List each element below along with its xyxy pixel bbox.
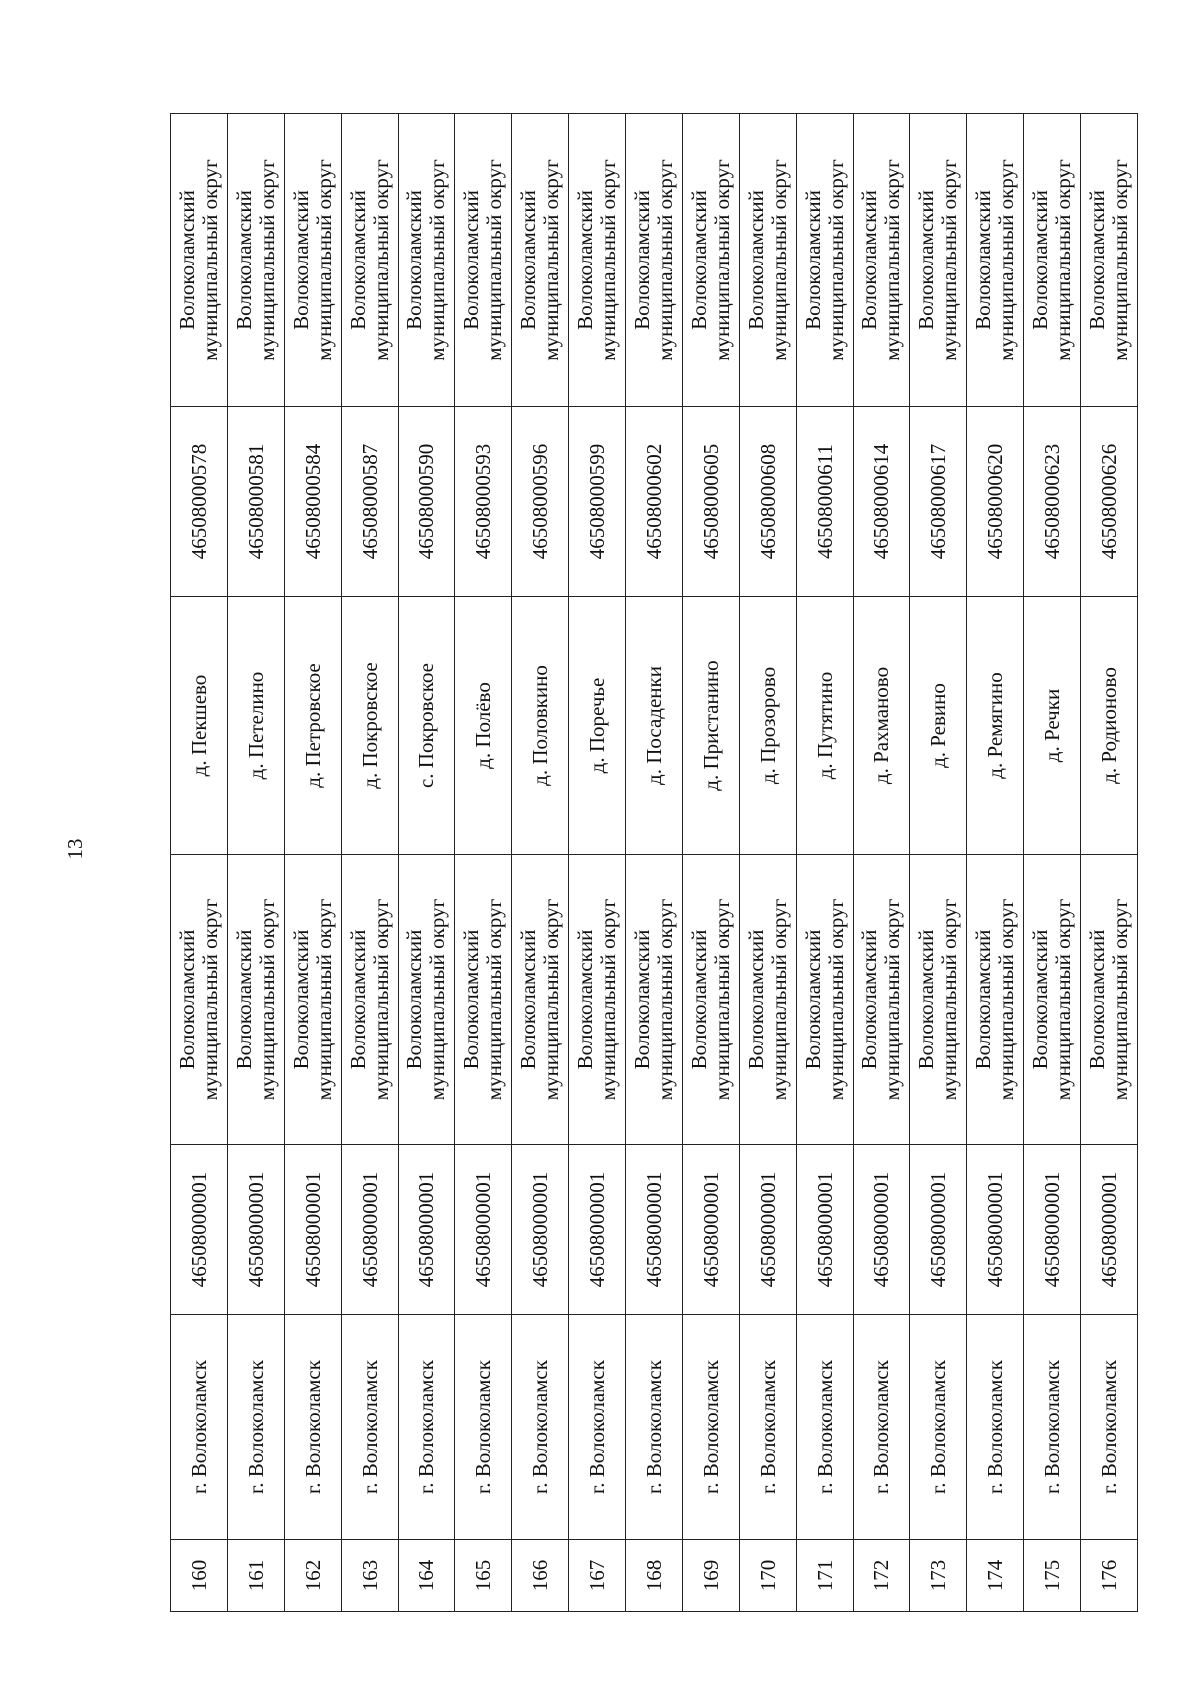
- municipality-name: Волоколамский: [174, 929, 199, 1070]
- table-row: [398, 114, 455, 1612]
- municipality-name: Волоколамский: [345, 929, 370, 1070]
- city-municipality-cell: [1024, 855, 1081, 1145]
- city-cell: г. Волоколамск: [341, 1315, 398, 1540]
- city-cell: г. Волоколамск: [853, 1315, 910, 1540]
- city-cell: г. Волоколамск: [398, 1315, 455, 1540]
- municipality-name: Волоколамский: [629, 190, 654, 330]
- city-oktmo-code-cell: 46508000001: [1024, 1145, 1081, 1315]
- municipality-name: Волоколамский: [914, 929, 939, 1070]
- locality-oktmo-code-cell: 46508000611: [796, 407, 853, 597]
- row-number-cell: 165: [455, 1540, 512, 1612]
- row-number-cell: 160: [171, 1540, 228, 1612]
- municipality-name: Волоколамский: [800, 929, 825, 1070]
- table-row: [512, 114, 569, 1612]
- municipality-name: Волоколамский: [971, 190, 996, 330]
- municipality-name: Волоколамский: [914, 190, 939, 330]
- municipality-type: муниципальный округ: [425, 159, 450, 361]
- municipality-name: Волоколамский: [516, 190, 541, 330]
- municipality-type: муниципальный округ: [880, 159, 905, 361]
- city-oktmo-code-cell: 46508000001: [284, 1145, 341, 1315]
- municipality-type: муниципальный округ: [539, 898, 564, 1101]
- municipality-type: муниципальный округ: [766, 159, 791, 361]
- municipality-name: Волоколамский: [1085, 190, 1109, 330]
- table-row: [967, 114, 1024, 1612]
- municipality-name: Волоколамский: [686, 929, 711, 1070]
- city-municipality-cell: [284, 855, 341, 1145]
- municipality-name: Волоколамский: [1085, 929, 1109, 1070]
- rotated-table-container: [170, 114, 1138, 1612]
- locality-cell: д. Речки: [1024, 597, 1081, 855]
- municipality-name: Волоколамский: [345, 190, 370, 330]
- municipality-name: Волоколамский: [573, 190, 598, 330]
- locality-cell: д. Ревино: [910, 597, 967, 855]
- locality-cell: д. Пекшево: [171, 597, 228, 855]
- locality-cell: д. Пристанино: [682, 597, 739, 855]
- table-row: [796, 114, 853, 1612]
- city-cell: г. Волоколамск: [171, 1315, 228, 1540]
- table-row: [569, 114, 626, 1612]
- table-row: [227, 114, 284, 1612]
- settlements-table: [170, 113, 1138, 1612]
- municipality-type: муниципальный округ: [1051, 898, 1076, 1101]
- row-number-cell: 162: [284, 1540, 341, 1612]
- city-municipality-cell: [455, 855, 512, 1145]
- row-number-cell: 164: [398, 1540, 455, 1612]
- locality-oktmo-code-cell: 46508000608: [739, 407, 796, 597]
- locality-oktmo-code-cell: 46508000587: [341, 407, 398, 597]
- municipality-name: Волоколамский: [800, 190, 825, 330]
- municipality-type: муниципальный округ: [823, 898, 848, 1101]
- locality-oktmo-code-cell: 46508000593: [455, 407, 512, 597]
- city-municipality-cell: [171, 855, 228, 1145]
- municipality-type: муниципальный округ: [368, 898, 393, 1101]
- row-number-cell: 176: [1081, 1540, 1138, 1612]
- locality-municipality-cell: [1081, 114, 1138, 407]
- city-oktmo-code-cell: 46508000001: [1081, 1145, 1138, 1315]
- municipality-type: муниципальный округ: [766, 898, 791, 1101]
- city-cell: г. Волоколамск: [1024, 1315, 1081, 1540]
- locality-municipality-cell: [398, 114, 455, 407]
- locality-oktmo-code-cell: 46508000605: [682, 407, 739, 597]
- locality-cell: д. Петелино: [227, 597, 284, 855]
- table-row: [1081, 114, 1138, 1612]
- city-municipality-cell: [910, 855, 967, 1145]
- municipality-type: муниципальный округ: [482, 898, 507, 1101]
- city-municipality-cell: [512, 855, 569, 1145]
- municipality-type: муниципальный округ: [539, 159, 564, 361]
- city-cell: г. Волоколамск: [626, 1315, 683, 1540]
- locality-oktmo-code-cell: 46508000590: [398, 407, 455, 597]
- city-oktmo-code-cell: 46508000001: [967, 1145, 1024, 1315]
- municipality-name: Волоколамский: [402, 929, 427, 1070]
- locality-municipality-cell: [171, 114, 228, 407]
- municipality-type: муниципальный округ: [254, 898, 279, 1101]
- table-row: [682, 114, 739, 1612]
- locality-oktmo-code-cell: 46508000584: [284, 407, 341, 597]
- municipality-name: Волоколамский: [288, 929, 313, 1070]
- locality-municipality-cell: [682, 114, 739, 407]
- city-oktmo-code-cell: 46508000001: [682, 1145, 739, 1315]
- locality-municipality-cell: [626, 114, 683, 407]
- municipality-type: муниципальный округ: [880, 898, 905, 1101]
- table-row: [626, 114, 683, 1612]
- city-cell: г. Волоколамск: [1081, 1315, 1138, 1540]
- locality-municipality-cell: [341, 114, 398, 407]
- city-oktmo-code-cell: 46508000001: [910, 1145, 967, 1315]
- locality-municipality-cell: [853, 114, 910, 407]
- municipality-type: муниципальный округ: [1051, 159, 1076, 361]
- locality-municipality-cell: [1024, 114, 1081, 407]
- city-municipality-cell: [227, 855, 284, 1145]
- locality-oktmo-code-cell: 46508000596: [512, 407, 569, 597]
- municipality-name: Волоколамский: [1028, 190, 1053, 330]
- locality-oktmo-code-cell: 46508000620: [967, 407, 1024, 597]
- locality-municipality-cell: [796, 114, 853, 407]
- city-cell: г. Волоколамск: [796, 1315, 853, 1540]
- municipality-name: Волоколамский: [686, 190, 711, 330]
- table-row: [341, 114, 398, 1612]
- city-oktmo-code-cell: 46508000001: [853, 1145, 910, 1315]
- municipality-name: Волоколамский: [857, 190, 882, 330]
- row-number-cell: 168: [626, 1540, 683, 1612]
- locality-oktmo-code-cell: 46508000599: [569, 407, 626, 597]
- municipality-name: Волоколамский: [573, 929, 598, 1070]
- municipality-type: муниципальный округ: [994, 159, 1019, 361]
- municipality-name: Волоколамский: [857, 929, 882, 1070]
- row-number-cell: 169: [682, 1540, 739, 1612]
- locality-oktmo-code-cell: 46508000578: [171, 407, 228, 597]
- city-oktmo-code-cell: 46508000001: [626, 1145, 683, 1315]
- city-cell: г. Волоколамск: [739, 1315, 796, 1540]
- municipality-type: муниципальный округ: [254, 159, 279, 361]
- municipality-name: Волоколамский: [971, 929, 996, 1070]
- municipality-type: муниципальный округ: [197, 898, 222, 1101]
- city-oktmo-code-cell: 46508000001: [171, 1145, 228, 1315]
- locality-cell: д. Посаденки: [626, 597, 683, 855]
- municipality-name: Волоколамский: [231, 929, 256, 1070]
- municipality-type: муниципальный округ: [596, 898, 621, 1101]
- city-municipality-cell: [569, 855, 626, 1145]
- municipality-type: муниципальный округ: [994, 898, 1019, 1101]
- row-number-cell: 174: [967, 1540, 1024, 1612]
- municipality-name: Волоколамский: [231, 190, 256, 330]
- municipality-name: Волоколамский: [174, 190, 199, 330]
- city-oktmo-code-cell: 46508000001: [512, 1145, 569, 1315]
- city-cell: г. Волоколамск: [455, 1315, 512, 1540]
- municipality-type: муниципальный округ: [482, 159, 507, 361]
- table-body: [171, 114, 1138, 1612]
- municipality-type: муниципальный округ: [937, 159, 962, 361]
- row-number-cell: 163: [341, 1540, 398, 1612]
- table-row: [853, 114, 910, 1612]
- city-municipality-cell: [341, 855, 398, 1145]
- locality-oktmo-code-cell: 46508000614: [853, 407, 910, 597]
- city-municipality-cell: [967, 855, 1024, 1145]
- locality-municipality-cell: [455, 114, 512, 407]
- locality-oktmo-code-cell: 46508000626: [1081, 407, 1138, 597]
- municipality-type: муниципальный округ: [311, 898, 336, 1101]
- page-number: 13: [63, 838, 87, 860]
- city-municipality-cell: [739, 855, 796, 1145]
- municipality-name: Волоколамский: [288, 190, 313, 330]
- city-oktmo-code-cell: 46508000001: [569, 1145, 626, 1315]
- city-oktmo-code-cell: 46508000001: [341, 1145, 398, 1315]
- locality-cell: д. Рахманово: [853, 597, 910, 855]
- row-number-cell: 171: [796, 1540, 853, 1612]
- municipality-type: муниципальный округ: [1108, 159, 1132, 361]
- locality-municipality-cell: [512, 114, 569, 407]
- locality-municipality-cell: [227, 114, 284, 407]
- locality-oktmo-code-cell: 46508000617: [910, 407, 967, 597]
- municipality-name: Волоколамский: [629, 929, 654, 1070]
- city-municipality-cell: [682, 855, 739, 1145]
- locality-oktmo-code-cell: 46508000581: [227, 407, 284, 597]
- locality-cell: д. Полёво: [455, 597, 512, 855]
- city-municipality-cell: [796, 855, 853, 1145]
- locality-municipality-cell: [967, 114, 1024, 407]
- municipality-type: муниципальный округ: [311, 159, 336, 361]
- city-oktmo-code-cell: 46508000001: [398, 1145, 455, 1315]
- table-row: [284, 114, 341, 1612]
- city-municipality-cell: [1081, 855, 1138, 1145]
- row-number-cell: 166: [512, 1540, 569, 1612]
- locality-cell: д. Поречье: [569, 597, 626, 855]
- locality-municipality-cell: [739, 114, 796, 407]
- locality-oktmo-code-cell: 46508000623: [1024, 407, 1081, 597]
- row-number-cell: 175: [1024, 1540, 1081, 1612]
- locality-cell: д. Ремягино: [967, 597, 1024, 855]
- locality-cell: д. Прозорово: [739, 597, 796, 855]
- table-row: [171, 114, 228, 1612]
- municipality-name: Волоколамский: [459, 929, 484, 1070]
- municipality-type: муниципальный округ: [652, 159, 677, 361]
- municipality-type: муниципальный округ: [425, 898, 450, 1101]
- locality-municipality-cell: [569, 114, 626, 407]
- city-municipality-cell: [626, 855, 683, 1145]
- table-row: [910, 114, 967, 1612]
- row-number-cell: 172: [853, 1540, 910, 1612]
- table-row: [739, 114, 796, 1612]
- municipality-type: муниципальный округ: [1108, 898, 1132, 1101]
- municipality-type: муниципальный округ: [709, 159, 734, 361]
- table-row: [455, 114, 512, 1612]
- row-number-cell: 173: [910, 1540, 967, 1612]
- municipality-type: муниципальный округ: [368, 159, 393, 361]
- municipality-type: муниципальный округ: [652, 898, 677, 1101]
- city-oktmo-code-cell: 46508000001: [227, 1145, 284, 1315]
- city-cell: г. Волоколамск: [512, 1315, 569, 1540]
- municipality-name: Волоколамский: [459, 190, 484, 330]
- locality-cell: д. Покровское: [341, 597, 398, 855]
- row-number-cell: 170: [739, 1540, 796, 1612]
- city-oktmo-code-cell: 46508000001: [739, 1145, 796, 1315]
- city-municipality-cell: [853, 855, 910, 1145]
- municipality-type: муниципальный округ: [823, 159, 848, 361]
- row-number-cell: 167: [569, 1540, 626, 1612]
- city-oktmo-code-cell: 46508000001: [796, 1145, 853, 1315]
- city-cell: г. Волоколамск: [227, 1315, 284, 1540]
- table-row: [1024, 114, 1081, 1612]
- locality-cell: д. Путятино: [796, 597, 853, 855]
- locality-cell: с. Покровское: [398, 597, 455, 855]
- row-number-cell: 161: [227, 1540, 284, 1612]
- locality-oktmo-code-cell: 46508000602: [626, 407, 683, 597]
- city-cell: г. Волоколамск: [910, 1315, 967, 1540]
- locality-municipality-cell: [284, 114, 341, 407]
- locality-municipality-cell: [910, 114, 967, 407]
- city-municipality-cell: [398, 855, 455, 1145]
- municipality-name: Волоколамский: [516, 929, 541, 1070]
- municipality-name: Волоколамский: [402, 190, 427, 330]
- municipality-name: Волоколамский: [1028, 929, 1053, 1070]
- municipality-type: муниципальный округ: [709, 898, 734, 1101]
- city-cell: г. Волоколамск: [284, 1315, 341, 1540]
- city-cell: г. Волоколамск: [682, 1315, 739, 1540]
- locality-cell: д. Петровское: [284, 597, 341, 855]
- municipality-type: муниципальный округ: [197, 159, 222, 361]
- locality-cell: д. Родионово: [1081, 597, 1138, 855]
- municipality-type: муниципальный округ: [596, 159, 621, 361]
- municipality-name: Волоколамский: [743, 190, 768, 330]
- municipality-type: муниципальный округ: [937, 898, 962, 1101]
- locality-cell: д. Половкино: [512, 597, 569, 855]
- municipality-name: Волоколамский: [743, 929, 768, 1070]
- city-cell: г. Волоколамск: [967, 1315, 1024, 1540]
- city-oktmo-code-cell: 46508000001: [455, 1145, 512, 1315]
- city-cell: г. Волоколамск: [569, 1315, 626, 1540]
